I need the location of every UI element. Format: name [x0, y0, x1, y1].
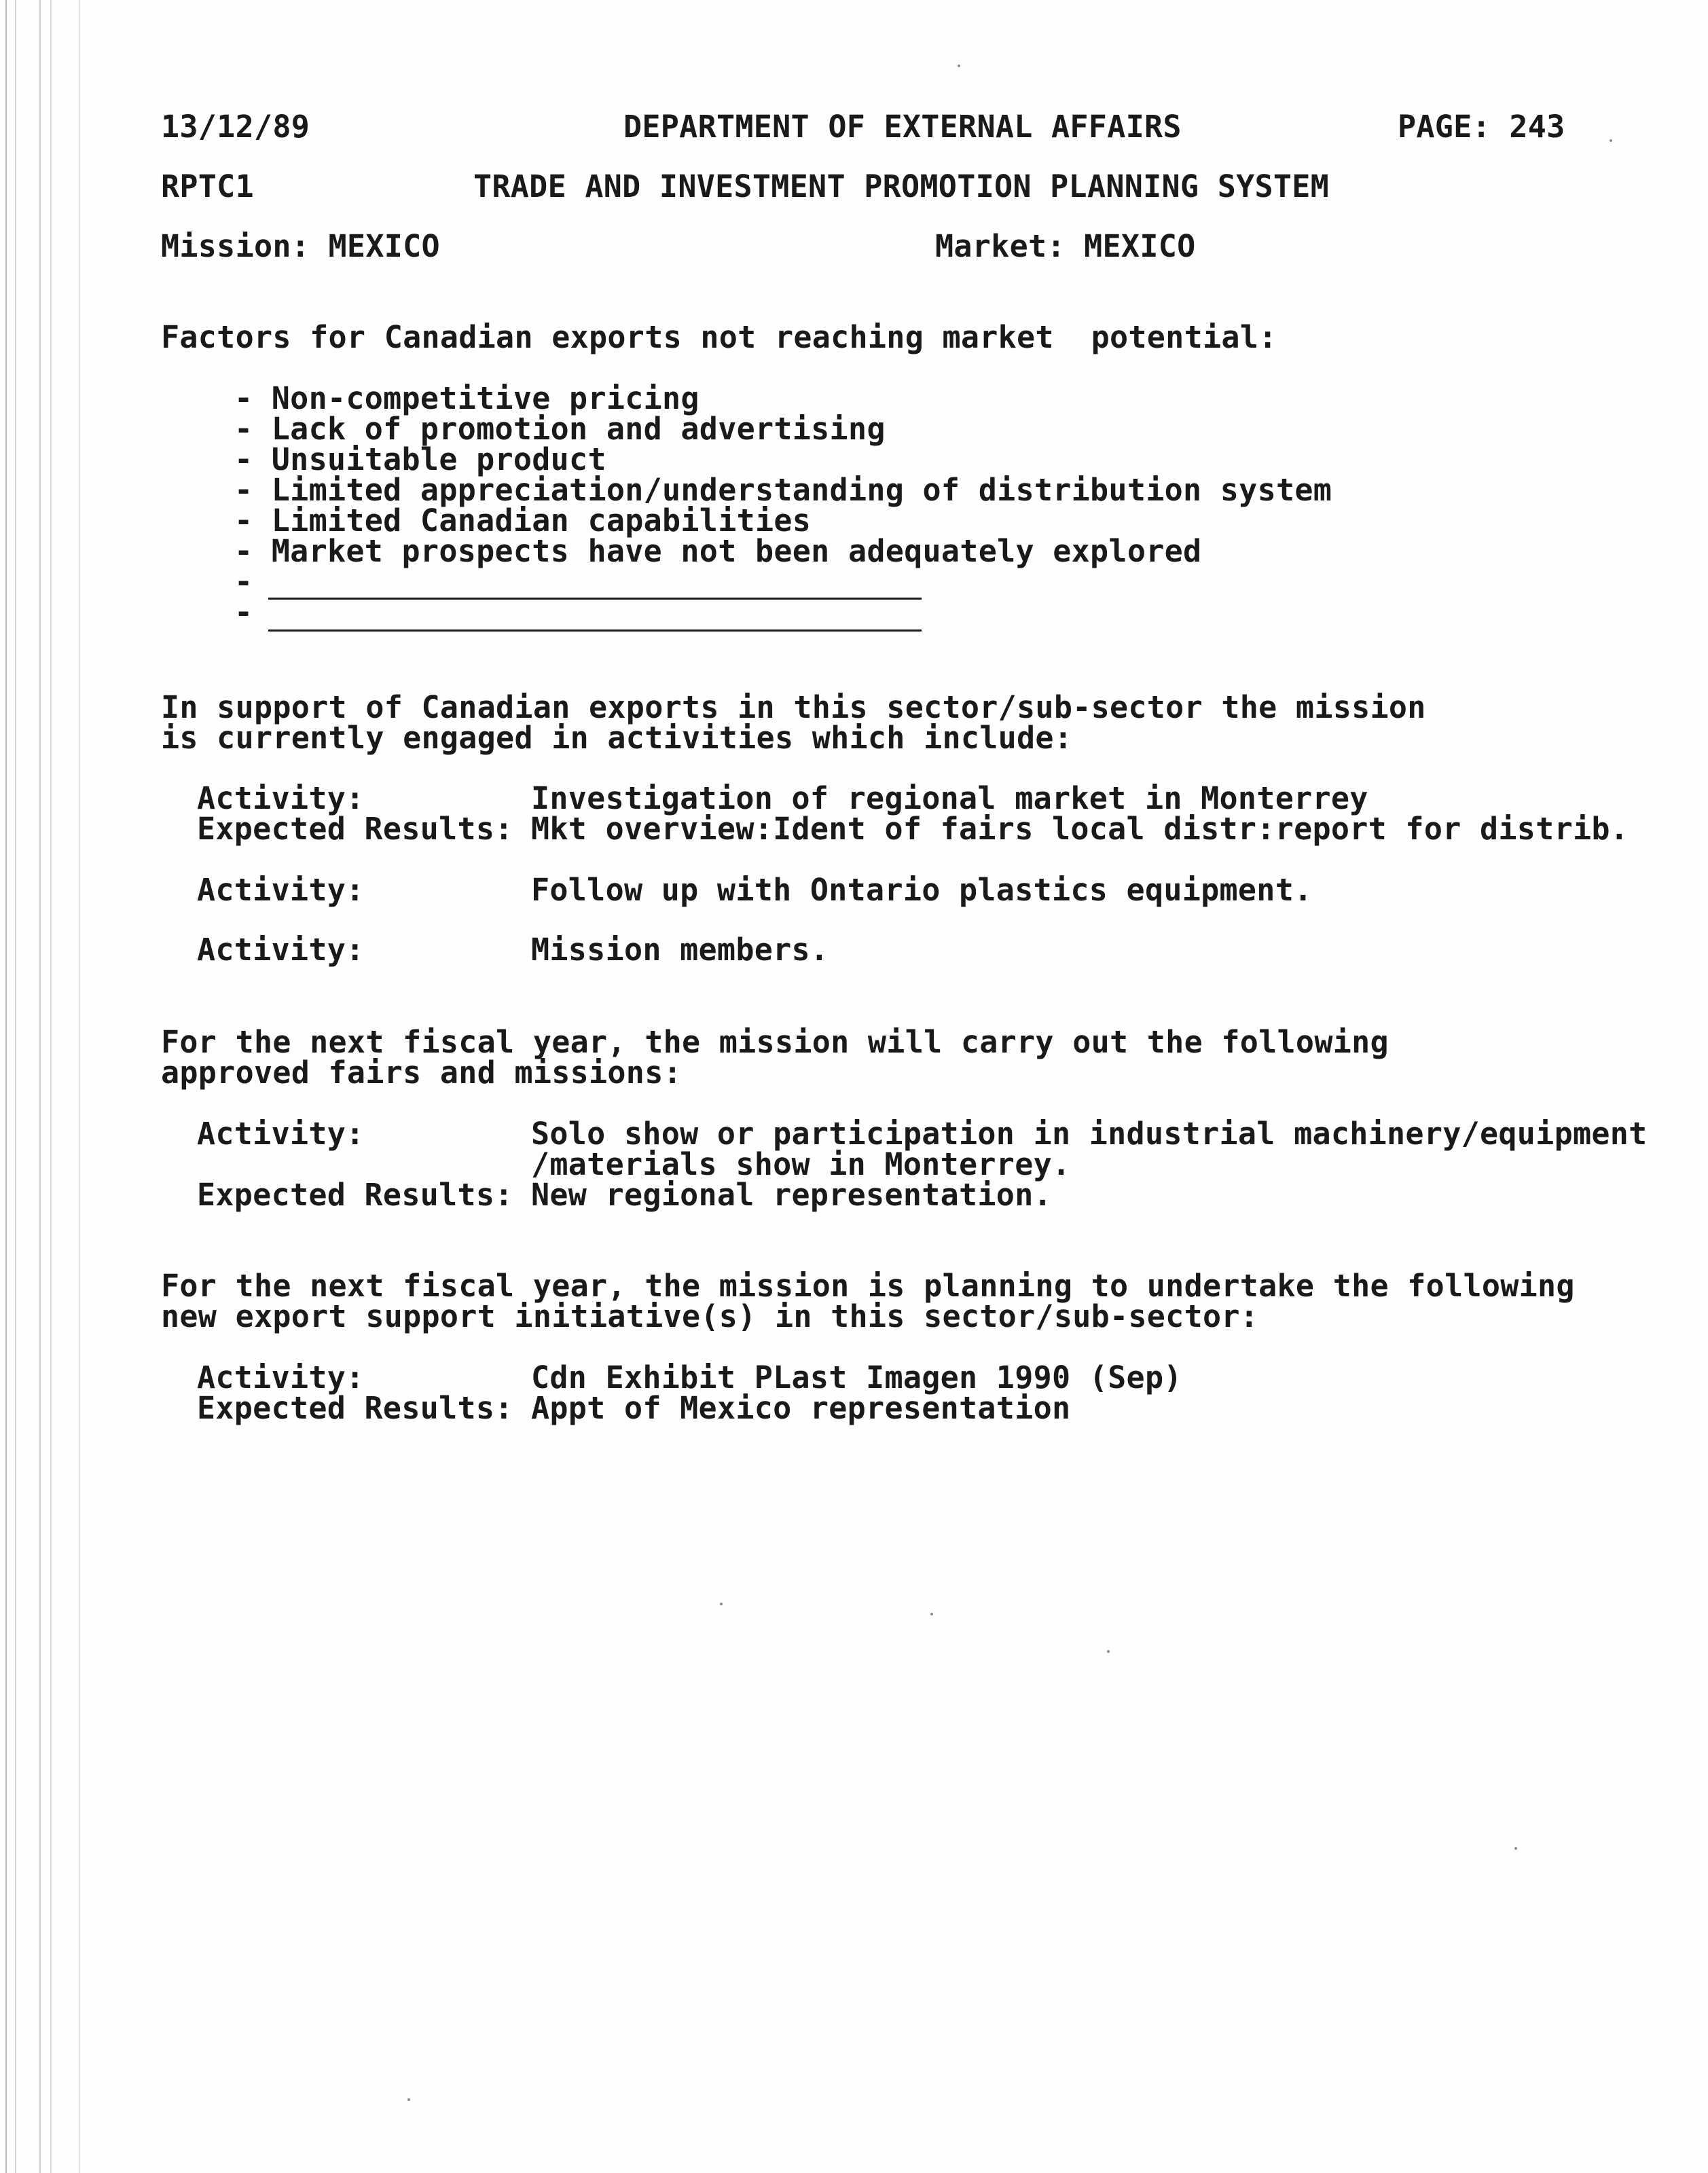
expected-results-value: New regional representation.: [531, 1177, 1052, 1213]
activity-value: Mission members.: [531, 932, 829, 968]
activity-value: Follow up with Ontario plastics equipment.: [531, 872, 1313, 908]
expected-results-label: Expected Results:: [197, 811, 513, 847]
factor-item: - Market prospects have not been adequately explored: [234, 533, 1202, 569]
fairs-intro-line-1: For the next fiscal year, the mission will carry out the following: [161, 1024, 1389, 1060]
activity-value-continued: /materials show in Monterrey.: [531, 1146, 1071, 1182]
factor-item: - Unsuitable product: [234, 441, 606, 477]
factor-item: - Lack of promotion and advertising: [234, 411, 886, 447]
current-intro-line-1: In support of Canadian exports in this sector/sub-sector the mission: [161, 689, 1426, 725]
scan-speck: [407, 2098, 410, 2101]
expected-results-value: Mkt overview:Ident of fairs local distr:report for distrib.: [531, 811, 1629, 847]
activity-value: Solo show or participation in industrial machinery/equipment: [531, 1116, 1648, 1152]
activity-label: Activity:: [197, 1116, 365, 1152]
blank-factor-line: [268, 598, 922, 600]
scan-speck: [720, 1603, 723, 1605]
report-date: 13/12/89: [161, 109, 310, 145]
blank-factor-line: [268, 629, 922, 632]
expected-results-label: Expected Results:: [197, 1390, 513, 1426]
scan-speck: [1610, 139, 1612, 142]
blank-factor-dash: -: [234, 564, 253, 600]
expected-results-value: Appt of Mexico representation: [531, 1390, 1071, 1426]
initiatives-intro-line-2: new export support initiative(s) in this sector/sub-sector:: [161, 1298, 1259, 1334]
system-title: TRADE AND INVESTMENT PROMOTION PLANNING SYSTEM: [473, 168, 1330, 204]
factor-item: - Limited appreciation/understanding of distribution system: [234, 472, 1332, 508]
activity-value: Cdn Exhibit PLast Imagen 1990 (Sep): [531, 1359, 1182, 1395]
activity-label: Activity:: [197, 932, 365, 968]
department-title: DEPARTMENT OF EXTERNAL AFFAIRS: [623, 109, 1182, 145]
scan-speck: [1514, 1847, 1517, 1850]
mission-name: Mission: MEXICO: [161, 228, 440, 264]
scan-speck: [958, 65, 960, 67]
activity-label: Activity:: [197, 780, 365, 816]
scan-speck: [930, 1613, 933, 1615]
page-number: PAGE: 243: [1398, 109, 1565, 145]
factors-heading: Factors for Canadian exports not reaching market potential:: [161, 319, 1277, 355]
factor-item: - Non-competitive pricing: [234, 380, 699, 416]
scan-speck: [1107, 1650, 1110, 1653]
scan-edge-marks: [0, 0, 81, 2173]
market-name: Market: MEXICO: [935, 228, 1196, 264]
report-code: RPTC1: [161, 168, 254, 204]
blank-factor-dash: -: [234, 594, 253, 630]
factor-item: - Limited Canadian capabilities: [234, 503, 812, 538]
initiatives-intro-line-1: For the next fiscal year, the mission is planning to undertake the following: [161, 1268, 1575, 1304]
current-intro-line-2: is currently engaged in activities which include:: [161, 720, 1073, 756]
activity-label: Activity:: [197, 1359, 365, 1395]
activity-label: Activity:: [197, 872, 365, 908]
fairs-intro-line-2: approved fairs and missions:: [161, 1055, 682, 1091]
activity-value: Investigation of regional market in Monterrey: [531, 780, 1368, 816]
expected-results-label: Expected Results:: [197, 1177, 513, 1213]
